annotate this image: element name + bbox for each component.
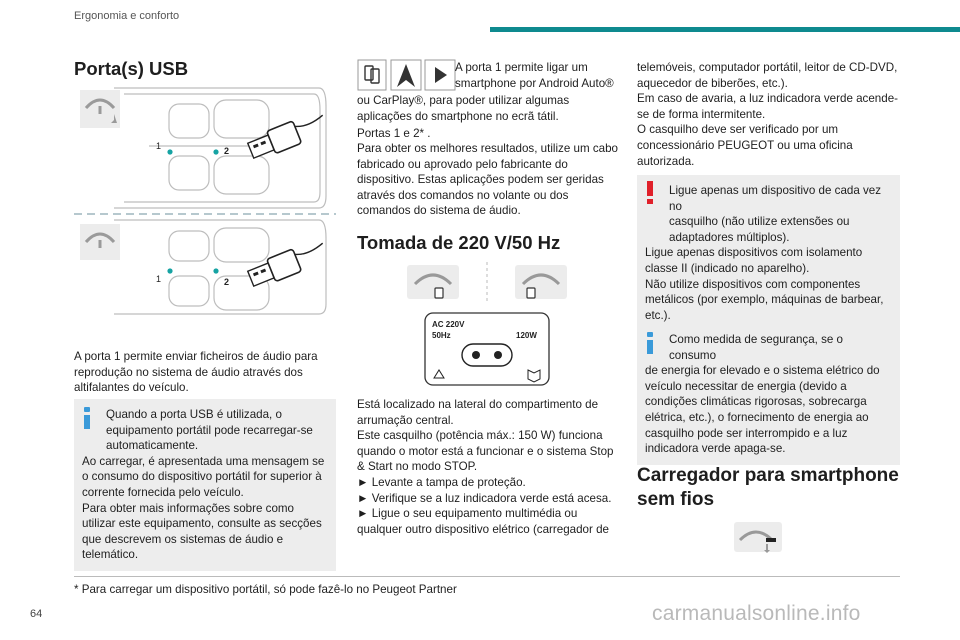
socket-frequency: 50Hz [432,331,451,340]
info-line: de energia for elevado e o sistema elétrico do veículo necessitar de energia (devido a condições climáticas rigorosas, sobrecarga elétrica, etc.), o fornecimento de energia ao casquilho pode ser interrompido e a luz indicadora verde apaga-se. [645,364,880,456]
port-1-dot [167,149,172,154]
info-icon [647,332,653,354]
info-note-safety [637,324,900,465]
continued-text [637,60,899,169]
connectivity-icons [357,59,457,92]
warn-line: casquilho (não utilize extensões ou adaptadores múltiplos). [669,215,850,244]
warn-line: Ligue apenas dispositivos com isolamento classe II (indicado no aparelho). [645,246,863,275]
socket-icon [527,288,535,298]
note-line: equipamento portátil pode recarregar-se automaticamente. [106,423,313,453]
port-1-dot [167,268,172,273]
socket-voltage: AC 220V [432,320,465,329]
wireless-charger-figure [734,522,784,554]
usb-plug-icon [246,238,329,290]
section-header: Ergonomia e conforto [74,10,180,22]
step: ► Levante a tampa de proteção. [357,475,526,489]
socket-location-figure [407,262,567,304]
intro-rest: ou CarPlay®, para poder utilizar algumas aplicações do smartphone no ecrã tátil. [357,94,570,123]
port-2-label: 2 [224,146,230,156]
usb-ports-figure [74,86,336,316]
step: ► Verifique se a luz indicadora verde está acesa. [357,491,612,505]
wireless-charger-title: Carregador para smartphone sem fios [637,465,899,510]
header-accent-bar [490,27,960,32]
intro-line: A porta 1 permite ligar um [455,61,588,74]
port-1-label: 1 [156,274,162,284]
socket-title: Tomada de 220 V/50 Hz [357,232,561,253]
footnote: * Para carregar um dispositivo portátil, só pode fazê-lo no Peugeot Partner [74,583,457,596]
port-1-label: 1 [156,141,162,151]
socket-conditions: Este casquilho (potência máx.: 150 W) funciona quando o motor está a funcionar e o sistema Stop & Start no modo STOP. [357,429,614,474]
note-line: Ao carregar, é apresentada uma mensagem se o consumo do dispositivo portátil for superior à corrente fornecida pelo veículo. [82,454,325,499]
warn-line: Ligue apenas um dispositivo de cada vez no [669,184,882,213]
usb-paragraph: A porta 1 permite enviar ficheiros de áudio para reprodução no sistema de áudio através dos altifalantes do veículo. [74,350,318,395]
fault-text: Em caso de avaria, a luz indicadora verde acende-se de forma intermitente. [637,92,899,121]
socket-power: 120W [516,331,537,340]
port-2-label: 2 [224,277,230,287]
ports-text: Portas 1 e 2* . [357,127,431,140]
info-icon [84,407,90,429]
cable-text: Para obter os melhores resultados, utilize um cabo fabricado ou aprovado pelo fabricante do dispositivo. Estas aplicações podem ser geridas através dos comandos no volante ou dos comandos do sistema de áudio. [357,142,618,218]
note-line: Quando a porta USB é utilizada, o [106,408,282,421]
warn-line: Não utilize dispositivos com componentes metálicos (por exemplo, máquinas de barbear, etc.). [645,277,884,322]
usb-title: Porta(s) USB [74,58,189,79]
warning-exclamation-icon [646,181,654,205]
step: ► Ligue o seu equipamento multimédia ou qualquer outro dispositivo elétrico (carregador de [357,507,609,536]
watermark: carmanualsonline.info [652,602,861,625]
footnote-divider [74,576,900,577]
page-number: 64 [30,608,43,620]
usb-plug-icon [246,110,329,162]
socket-icon [435,288,443,298]
check-text: O casquilho deve ser verificado por um concessionário PEUGEOT ou uma oficina autorizada. [637,123,853,168]
mirror-screen-icon [358,60,386,90]
info-line: Como medida de segurança, se o consumo [669,333,844,362]
socket-panel-figure [424,312,550,386]
continuation: telemóveis, computador portátil, leitor de CD-DVD, aquecedor de biberões, etc.). [637,61,898,90]
port-2-dot [213,268,218,273]
socket-text [357,397,619,537]
socket-location: Está localizado na lateral do compartimento de arrumação central. [357,398,599,427]
port-2-dot [213,149,218,154]
vehicle-top-view-upper [114,88,326,208]
warning-note [637,175,900,331]
info-note-usb [74,399,336,571]
note-line: Para obter mais informações sobre como utilizar este equipamento, consulte as secções que descrevem os sistemas de áudio e telemático. [82,501,322,562]
intro-line: smartphone por Android Auto® [455,77,614,90]
